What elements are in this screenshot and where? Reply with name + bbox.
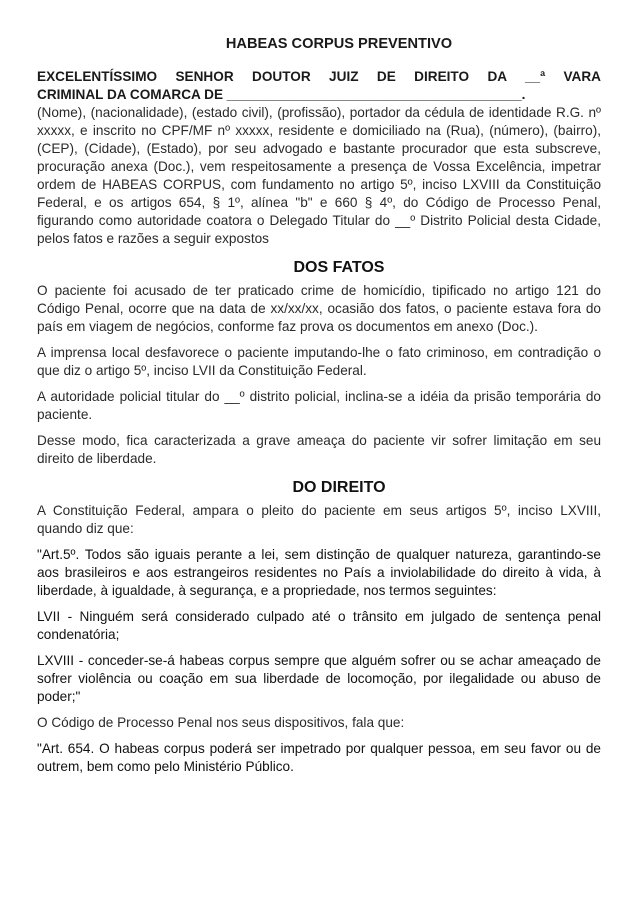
fatos-paragraph-3: A autoridade policial titular do __º distrito policial, inclina-se a idéia da prisão temporária do paciente.	[37, 389, 601, 422]
recipient-line-1: EXCELENTÍSSIMO SENHOR DOUTOR JUIZ DE DIREITO DA __ª VARA	[37, 69, 601, 84]
document-page	[37, 34, 601, 784]
quote-art5: "Art.5º. Todos são iguais perante a lei, sem distinção de qualquer natureza, garantindo-se aos brasileiros e aos estrangeiros residentes no País a inviolabilidade do direito à vida, à liberdade, à igualdade, à segurança, e a propriedade, nos termos seguintes:	[37, 547, 601, 598]
direito-intro-paragraph: A Constituição Federal, ampara o pleito do paciente em seus artigos 5º, inciso LXVIII, quando diz que:	[37, 503, 601, 536]
section-heading-direito: DO DIREITO	[292, 479, 386, 496]
cpp-intro-paragraph: O Código de Processo Penal nos seus dispositivos, fala que:	[37, 715, 405, 730]
fatos-paragraph-2: A imprensa local desfavorece o paciente imputando-lhe o fato criminoso, em contradição o que diz o artigo 5º, inciso LVII da Constituição Federal.	[37, 345, 601, 378]
fatos-paragraph-4: Desse modo, fica caracterizada a grave ameaça do paciente vir sofrer limitação em seu direito de liberdade.	[37, 433, 601, 466]
fatos-paragraph-1: O paciente foi acusado de ter praticado crime de homicídio, tipificado no artigo 121 do Código Penal, ocorre que na data de xx/xx/xx, ocasião dos fatos, o paciente estava fora do país em viagem de negócios, conforme faz prova os documentos em anexo (Doc.).	[37, 283, 601, 334]
quote-lxviii: LXVIII - conceder-se-á habeas corpus sempre que alguém sofrer ou se achar ameaçado de sofrer violência ou coação em sua liberdade de locomoção, por ilegalidade ou abuso de poder;"	[37, 653, 601, 704]
quote-lvii: LVII - Ninguém será considerado culpado até o trânsito em julgado de sentença penal condenatória;	[37, 609, 601, 642]
intro-paragraph: (Nome), (nacionalidade), (estado civil), (profissão), portador da cédula de identidade R.G. nº xxxxx, e inscrito no CPF/MF nº xxxxx, residente e domiciliado na (Rua), (número), (bairro), (CEP), (Cidade), (Estado), por seu advogado e bastante procurador que esta subscreve, procuração anexa (Doc.), vem respeitosamente a presença de Vossa Excelência, impetrar ordem de HABEAS CORPUS, com fundamento no artigo 5º, inciso LXVIII da Constituição Federal, e os artigos 654, § 1º, alínea "b" e 660 § 4º, do Código de Processo Penal, figurando como autoridade coatora o Delegado Titular do __º Distrito Policial desta Cidade, pelos fatos e razões a seguir expostos	[37, 105, 601, 246]
document-title: HABEAS CORPUS PREVENTIVO	[225, 36, 453, 52]
section-heading-fatos: DOS FATOS	[293, 259, 385, 276]
quote-art654: "Art. 654. O habeas corpus poderá ser impetrado por qualquer pessoa, em seu favor ou de outrem, bem como pelo Ministério Público.	[37, 741, 601, 774]
recipient-line-2: CRIMINAL DA COMARCA DE _______________________________________.	[37, 87, 526, 102]
